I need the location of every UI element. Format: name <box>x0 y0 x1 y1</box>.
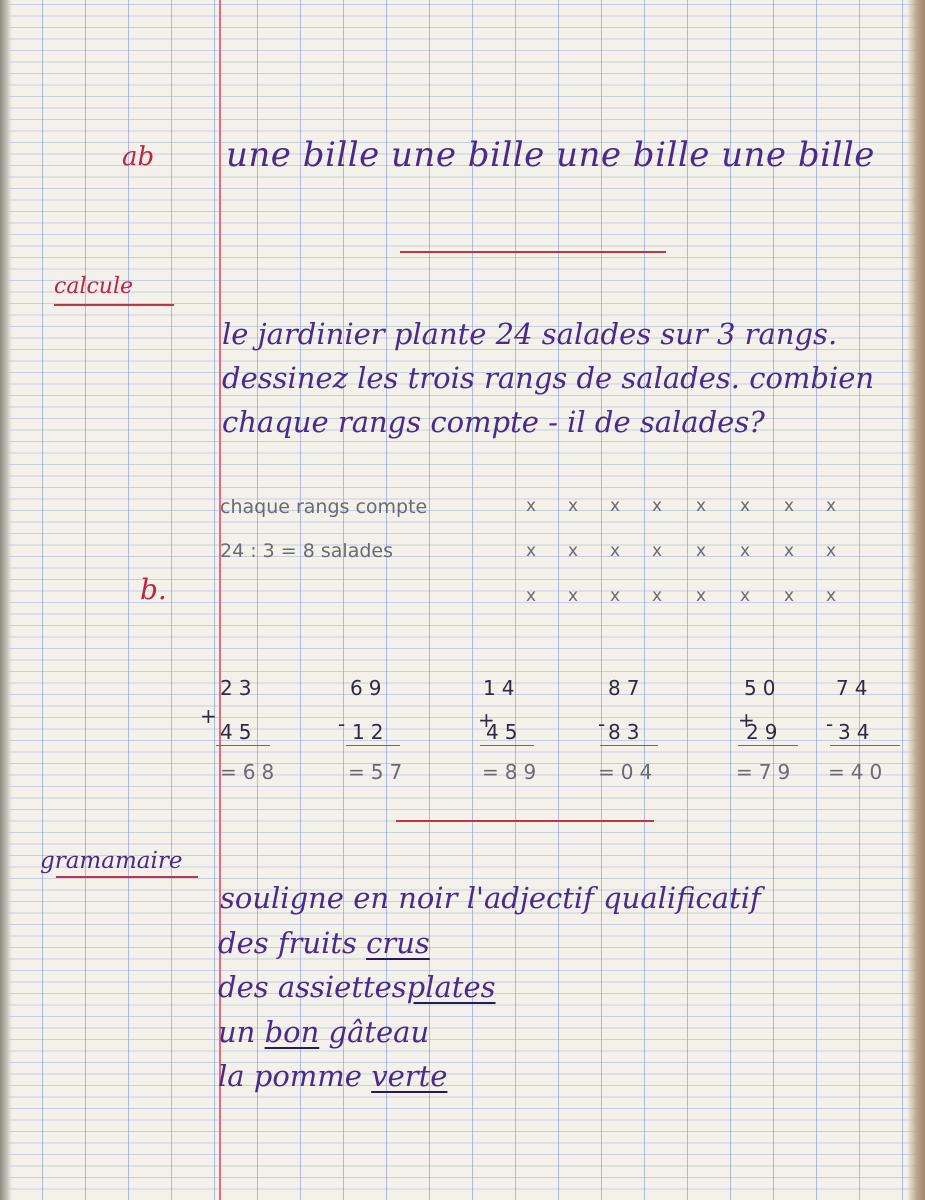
operation-result: =04 <box>598 760 659 784</box>
salad-row-1 <box>520 498 850 520</box>
operation-result: =57 <box>348 760 409 784</box>
adjective-underlined: plates <box>406 970 496 1004</box>
problem-line-2: dessinez les trois rangs de salades. combien <box>222 361 875 395</box>
grammaire-underline <box>56 876 198 878</box>
answer-line-1: chaque rangs compte <box>220 496 428 518</box>
operation-bottom: 83 <box>608 720 646 744</box>
salad-x: x <box>696 541 707 561</box>
salad-x: x <box>696 496 707 516</box>
salad-x: x <box>526 496 537 516</box>
salad-x: x <box>740 496 751 516</box>
salad-x: x <box>568 496 579 516</box>
grammar-example-4 <box>218 1059 448 1093</box>
noun-phrase: la pomme <box>218 1059 362 1093</box>
binding-edge <box>0 0 12 1200</box>
operation-sign: + <box>200 704 217 728</box>
operation-sign: - <box>338 712 346 736</box>
salad-rows-drawing <box>520 496 850 608</box>
operation-bar <box>480 745 534 746</box>
adjective-underlined: crus <box>366 926 430 960</box>
answer-line-2: 24 : 3 = 8 salades <box>220 540 393 562</box>
salad-x: x <box>526 541 537 561</box>
operation-sign: - <box>598 712 606 736</box>
salad-x: x <box>652 586 663 606</box>
noun-phrase: gâteau <box>328 1015 430 1049</box>
salad-x: x <box>740 586 751 606</box>
salad-x: x <box>826 496 837 516</box>
salad-row-2 <box>520 543 850 565</box>
section-title-grammaire: gramamaire <box>40 848 183 874</box>
grammar-example-2 <box>218 970 496 1004</box>
salad-x: x <box>740 541 751 561</box>
operation-bottom: 45 <box>486 720 524 744</box>
operation-result: =40 <box>828 760 889 784</box>
section-title-calcul-text: calcule <box>54 274 134 299</box>
operation-bar <box>830 745 900 746</box>
operation-bottom: 45 <box>220 720 258 744</box>
grammar-example-3 <box>218 1015 430 1049</box>
section-title-calcul <box>54 276 133 298</box>
operation-bar <box>216 745 270 746</box>
operation-result: =89 <box>482 760 543 784</box>
page-edge <box>907 0 925 1200</box>
adjective-underlined: bon <box>264 1015 320 1049</box>
salad-x: x <box>568 541 579 561</box>
noun-phrase: des fruits <box>218 926 357 960</box>
margin-label-b: b. <box>140 573 167 606</box>
section-divider-1 <box>400 251 666 253</box>
operation-top: 50 <box>744 676 782 700</box>
operation-sign: - <box>826 712 834 736</box>
salad-x: x <box>610 586 621 606</box>
operation-bottom: 34 <box>838 720 876 744</box>
salad-x: x <box>652 541 663 561</box>
problem-line-1: le jardinier plante 24 salades sur 3 rangs. <box>222 317 838 351</box>
salad-x: x <box>696 586 707 606</box>
salad-x: x <box>826 586 837 606</box>
operation-result: =79 <box>736 760 797 784</box>
grammar-instruction: souligne en noir l'adjectif qualificatif <box>220 881 761 915</box>
salad-x: x <box>784 496 795 516</box>
salad-row-3 <box>520 588 850 610</box>
operation-result: =68 <box>220 760 281 784</box>
salad-x: x <box>652 496 663 516</box>
operation-bar <box>738 745 798 746</box>
salad-x: x <box>826 541 837 561</box>
operation-bar <box>346 745 400 746</box>
operation-bottom: 12 <box>352 720 390 744</box>
salad-x: x <box>610 541 621 561</box>
operation-top: 23 <box>220 676 258 700</box>
adjective-underlined: verte <box>371 1059 448 1093</box>
salad-x: x <box>784 541 795 561</box>
operation-top: 74 <box>836 676 874 700</box>
problem-line-3: chaque rangs compte - il de salades? <box>222 405 765 439</box>
salad-x: x <box>568 586 579 606</box>
operation-bottom: 29 <box>746 720 784 744</box>
grammar-example-1 <box>218 926 430 960</box>
noun-phrase: un <box>218 1015 256 1049</box>
operation-top: 14 <box>483 676 521 700</box>
section-divider-2 <box>396 820 654 822</box>
salad-x: x <box>526 586 537 606</box>
operation-sign: + <box>738 708 755 732</box>
calcul-underline <box>54 304 174 306</box>
salad-x: x <box>784 586 795 606</box>
writing-line-bille: une bille une bille une bille une bille <box>226 135 875 175</box>
operation-top: 69 <box>350 676 388 700</box>
operation-sign: + <box>478 708 495 732</box>
noun-phrase: des assiettes <box>218 970 407 1004</box>
operation-top: 87 <box>608 676 646 700</box>
operation-bar <box>600 745 658 746</box>
salad-x: x <box>610 496 621 516</box>
margin-label-ab: ab <box>122 142 155 172</box>
